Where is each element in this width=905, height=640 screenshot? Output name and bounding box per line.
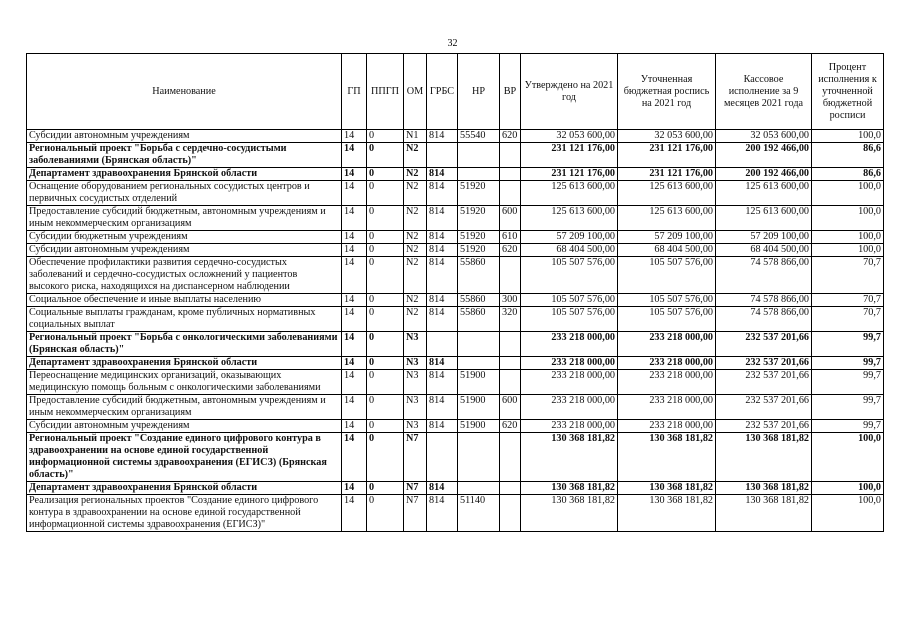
cell-vr — [500, 143, 521, 168]
cell-cash: 32 053 600,00 — [716, 130, 812, 143]
cell-ppgp: 0 — [367, 294, 404, 307]
cell-name: Субсидии автономным учреждениям — [27, 420, 342, 433]
cell-percent: 100,0 — [812, 244, 884, 257]
cell-ppgp: 0 — [367, 143, 404, 168]
table-row — [27, 332, 884, 357]
cell-cash: 232 537 201,66 — [716, 332, 812, 357]
cell-gp: 14 — [342, 130, 367, 143]
header-om: ОМ — [404, 54, 427, 130]
cell-ppgp: 0 — [367, 370, 404, 395]
table-row — [27, 257, 884, 294]
cell-gp: 14 — [342, 420, 367, 433]
cell-om: N2 — [404, 257, 427, 294]
cell-cash: 232 537 201,66 — [716, 370, 812, 395]
cell-approved: 233 218 000,00 — [521, 395, 618, 420]
table-body — [27, 130, 884, 532]
cell-percent: 99,7 — [812, 370, 884, 395]
cell-np: 55860 — [458, 294, 500, 307]
cell-approved: 125 613 600,00 — [521, 206, 618, 231]
cell-cash: 57 209 100,00 — [716, 231, 812, 244]
cell-np: 51920 — [458, 206, 500, 231]
header-vr: ВР — [500, 54, 521, 130]
budget-table — [26, 53, 884, 532]
cell-np: 55860 — [458, 307, 500, 332]
cell-ppgp: 0 — [367, 332, 404, 357]
cell-ppgp: 0 — [367, 231, 404, 244]
cell-percent: 100,0 — [812, 433, 884, 482]
cell-name: Региональный проект "Создание единого цифрового контура в здравоохранении на основе единой государственной информационной системы здравоохранения (ЕГИСЗ) (Брянская область)" — [27, 433, 342, 482]
cell-approved: 233 218 000,00 — [521, 420, 618, 433]
cell-percent: 70,7 — [812, 307, 884, 332]
cell-approved: 105 507 576,00 — [521, 307, 618, 332]
cell-vr: 300 — [500, 294, 521, 307]
cell-grbs: 814 — [427, 206, 458, 231]
cell-grbs: 814 — [427, 168, 458, 181]
cell-np: 51920 — [458, 231, 500, 244]
cell-refined: 125 613 600,00 — [618, 206, 716, 231]
cell-cash: 130 368 181,82 — [716, 495, 812, 532]
cell-cash: 200 192 466,00 — [716, 168, 812, 181]
cell-approved: 130 368 181,82 — [521, 482, 618, 495]
header-percent: Процент исполнения к уточненной бюджетной росписи — [812, 54, 884, 130]
cell-grbs — [427, 433, 458, 482]
cell-refined: 130 368 181,82 — [618, 482, 716, 495]
cell-refined: 105 507 576,00 — [618, 257, 716, 294]
header-refined: Уточненная бюджетная роспись на 2021 год — [618, 54, 716, 130]
cell-vr: 620 — [500, 244, 521, 257]
cell-percent: 100,0 — [812, 231, 884, 244]
cell-percent: 100,0 — [812, 130, 884, 143]
cell-name: Обеспечение профилактики развития сердечно-сосудистых заболеваний и сердечно-сосудистых осложнений у пациентов высокого риска, находящихся на диспансерном наблюдении — [27, 257, 342, 294]
cell-name: Департамент здравоохранения Брянской области — [27, 357, 342, 370]
cell-gp: 14 — [342, 206, 367, 231]
cell-om: N2 — [404, 181, 427, 206]
cell-gp: 14 — [342, 307, 367, 332]
cell-gp: 14 — [342, 143, 367, 168]
cell-vr: 600 — [500, 206, 521, 231]
cell-gp: 14 — [342, 395, 367, 420]
cell-np: 51920 — [458, 244, 500, 257]
cell-approved: 105 507 576,00 — [521, 294, 618, 307]
cell-gp: 14 — [342, 370, 367, 395]
cell-refined: 233 218 000,00 — [618, 370, 716, 395]
cell-grbs — [427, 332, 458, 357]
cell-percent: 99,7 — [812, 420, 884, 433]
cell-gp: 14 — [342, 257, 367, 294]
cell-grbs: 814 — [427, 130, 458, 143]
table-row — [27, 130, 884, 143]
cell-ppgp: 0 — [367, 130, 404, 143]
cell-om: N3 — [404, 332, 427, 357]
cell-np: 51900 — [458, 370, 500, 395]
cell-cash: 200 192 466,00 — [716, 143, 812, 168]
cell-np — [458, 433, 500, 482]
cell-name: Региональный проект "Борьба с сердечно-сосудистыми заболеваниями (Брянская область)" — [27, 143, 342, 168]
cell-cash: 125 613 600,00 — [716, 206, 812, 231]
cell-gp: 14 — [342, 357, 367, 370]
cell-om: N2 — [404, 294, 427, 307]
cell-gp: 14 — [342, 168, 367, 181]
cell-grbs: 814 — [427, 294, 458, 307]
cell-cash: 232 537 201,66 — [716, 420, 812, 433]
header-gp: ГП — [342, 54, 367, 130]
cell-np: 51900 — [458, 420, 500, 433]
table-row — [27, 370, 884, 395]
cell-refined: 233 218 000,00 — [618, 395, 716, 420]
table-row — [27, 433, 884, 482]
cell-percent: 99,7 — [812, 357, 884, 370]
cell-percent: 99,7 — [812, 395, 884, 420]
cell-vr: 610 — [500, 231, 521, 244]
cell-cash: 68 404 500,00 — [716, 244, 812, 257]
table-header — [27, 54, 884, 130]
cell-vr — [500, 370, 521, 395]
cell-om: N2 — [404, 244, 427, 257]
cell-vr — [500, 181, 521, 206]
table-row — [27, 420, 884, 433]
header-name: Наименование — [27, 54, 342, 130]
cell-approved: 231 121 176,00 — [521, 168, 618, 181]
cell-vr — [500, 495, 521, 532]
cell-refined: 231 121 176,00 — [618, 143, 716, 168]
table-row — [27, 482, 884, 495]
cell-vr: 600 — [500, 395, 521, 420]
cell-vr — [500, 482, 521, 495]
cell-gp: 14 — [342, 332, 367, 357]
cell-grbs: 814 — [427, 395, 458, 420]
cell-vr: 320 — [500, 307, 521, 332]
cell-percent: 100,0 — [812, 181, 884, 206]
cell-np: 55860 — [458, 257, 500, 294]
cell-np — [458, 357, 500, 370]
cell-refined: 130 368 181,82 — [618, 495, 716, 532]
cell-vr: 620 — [500, 130, 521, 143]
table-row — [27, 495, 884, 532]
cell-percent: 100,0 — [812, 495, 884, 532]
cell-ppgp: 0 — [367, 420, 404, 433]
cell-cash: 232 537 201,66 — [716, 395, 812, 420]
cell-percent: 100,0 — [812, 482, 884, 495]
cell-ppgp: 0 — [367, 482, 404, 495]
cell-refined: 68 404 500,00 — [618, 244, 716, 257]
cell-refined: 32 053 600,00 — [618, 130, 716, 143]
cell-approved: 231 121 176,00 — [521, 143, 618, 168]
header-cash: Кассовое исполнение за 9 месяцев 2021 года — [716, 54, 812, 130]
cell-approved: 57 209 100,00 — [521, 231, 618, 244]
cell-percent: 86,6 — [812, 143, 884, 168]
cell-np — [458, 168, 500, 181]
cell-name: Департамент здравоохранения Брянской области — [27, 168, 342, 181]
cell-grbs: 814 — [427, 231, 458, 244]
cell-ppgp: 0 — [367, 244, 404, 257]
cell-grbs: 814 — [427, 495, 458, 532]
cell-cash: 232 537 201,66 — [716, 357, 812, 370]
table-row — [27, 206, 884, 231]
cell-name: Региональный проект "Борьба с онкологическими заболеваниями (Брянская область)" — [27, 332, 342, 357]
cell-np — [458, 482, 500, 495]
cell-om: N7 — [404, 433, 427, 482]
table-row — [27, 231, 884, 244]
cell-approved: 233 218 000,00 — [521, 370, 618, 395]
cell-vr — [500, 357, 521, 370]
table-row — [27, 244, 884, 257]
cell-np: 51920 — [458, 181, 500, 206]
cell-ppgp: 0 — [367, 307, 404, 332]
cell-vr: 620 — [500, 420, 521, 433]
cell-cash: 125 613 600,00 — [716, 181, 812, 206]
cell-refined: 233 218 000,00 — [618, 332, 716, 357]
cell-om: N2 — [404, 206, 427, 231]
cell-refined: 231 121 176,00 — [618, 168, 716, 181]
cell-name: Субсидии автономным учреждениям — [27, 130, 342, 143]
cell-approved: 130 368 181,82 — [521, 495, 618, 532]
cell-vr — [500, 168, 521, 181]
cell-np: 51140 — [458, 495, 500, 532]
page-number: 32 — [447, 38, 458, 49]
cell-refined: 105 507 576,00 — [618, 307, 716, 332]
cell-om: N1 — [404, 130, 427, 143]
cell-ppgp: 0 — [367, 495, 404, 532]
cell-np: 55540 — [458, 130, 500, 143]
cell-name: Предоставление субсидий бюджетным, автономным учреждениям и иным некоммерческим организациям — [27, 395, 342, 420]
cell-percent: 70,7 — [812, 257, 884, 294]
cell-approved: 32 053 600,00 — [521, 130, 618, 143]
cell-approved: 68 404 500,00 — [521, 244, 618, 257]
header-ppgp: ППГП — [367, 54, 404, 130]
table-row — [27, 294, 884, 307]
cell-gp: 14 — [342, 294, 367, 307]
cell-cash: 74 578 866,00 — [716, 257, 812, 294]
cell-percent: 86,6 — [812, 168, 884, 181]
cell-name: Переоснащение медицинских организаций, оказывающих медицинскую помощь больным с онкологическими заболеваниями — [27, 370, 342, 395]
cell-cash: 130 368 181,82 — [716, 433, 812, 482]
cell-refined: 57 209 100,00 — [618, 231, 716, 244]
table-row — [27, 181, 884, 206]
cell-cash: 130 368 181,82 — [716, 482, 812, 495]
header-grbs: ГРБС — [427, 54, 458, 130]
cell-grbs: 814 — [427, 370, 458, 395]
cell-om: N2 — [404, 143, 427, 168]
cell-grbs: 814 — [427, 257, 458, 294]
cell-name: Реализация региональных проектов "Создание единого цифрового контура в здравоохранении на основе единой государственной информационной системы здравоохранения (ЕГИСЗ)" — [27, 495, 342, 532]
cell-approved: 233 218 000,00 — [521, 357, 618, 370]
table-row — [27, 143, 884, 168]
cell-ppgp: 0 — [367, 206, 404, 231]
cell-approved: 233 218 000,00 — [521, 332, 618, 357]
cell-om: N3 — [404, 370, 427, 395]
cell-approved: 105 507 576,00 — [521, 257, 618, 294]
cell-name: Субсидии бюджетным учреждениям — [27, 231, 342, 244]
cell-name: Социальные выплаты гражданам, кроме публичных нормативных социальных выплат — [27, 307, 342, 332]
cell-ppgp: 0 — [367, 395, 404, 420]
cell-grbs: 814 — [427, 420, 458, 433]
cell-gp: 14 — [342, 181, 367, 206]
cell-grbs: 814 — [427, 357, 458, 370]
cell-name: Социальное обеспечение и иные выплаты населению — [27, 294, 342, 307]
cell-refined: 125 613 600,00 — [618, 181, 716, 206]
cell-name: Департамент здравоохранения Брянской области — [27, 482, 342, 495]
cell-refined: 105 507 576,00 — [618, 294, 716, 307]
cell-approved: 125 613 600,00 — [521, 181, 618, 206]
cell-vr — [500, 257, 521, 294]
cell-gp: 14 — [342, 244, 367, 257]
cell-gp: 14 — [342, 495, 367, 532]
header-np: НР — [458, 54, 500, 130]
cell-name: Оснащение оборудованием региональных сосудистых центров и первичных сосудистых отделений — [27, 181, 342, 206]
cell-grbs: 814 — [427, 307, 458, 332]
cell-om: N2 — [404, 168, 427, 181]
cell-om: N3 — [404, 420, 427, 433]
cell-om: N3 — [404, 395, 427, 420]
cell-om: N7 — [404, 482, 427, 495]
cell-cash: 74 578 866,00 — [716, 307, 812, 332]
table-row — [27, 168, 884, 181]
cell-gp: 14 — [342, 433, 367, 482]
cell-grbs: 814 — [427, 482, 458, 495]
cell-vr — [500, 332, 521, 357]
cell-grbs — [427, 143, 458, 168]
table-row — [27, 307, 884, 332]
cell-percent: 70,7 — [812, 294, 884, 307]
cell-grbs: 814 — [427, 244, 458, 257]
cell-om: N3 — [404, 357, 427, 370]
header-approved: Утверждено на 2021 год — [521, 54, 618, 130]
cell-approved: 130 368 181,82 — [521, 433, 618, 482]
cell-percent: 99,7 — [812, 332, 884, 357]
cell-np — [458, 332, 500, 357]
cell-ppgp: 0 — [367, 257, 404, 294]
cell-vr — [500, 433, 521, 482]
cell-om: N2 — [404, 307, 427, 332]
cell-name: Предоставление субсидий бюджетным, автономным учреждениям и иным некоммерческим организациям — [27, 206, 342, 231]
cell-cash: 74 578 866,00 — [716, 294, 812, 307]
cell-ppgp: 0 — [367, 168, 404, 181]
cell-ppgp: 0 — [367, 433, 404, 482]
table-row — [27, 357, 884, 370]
cell-percent: 100,0 — [812, 206, 884, 231]
cell-om: N2 — [404, 231, 427, 244]
cell-ppgp: 0 — [367, 357, 404, 370]
cell-name: Субсидии автономным учреждениям — [27, 244, 342, 257]
cell-np: 51900 — [458, 395, 500, 420]
cell-refined: 233 218 000,00 — [618, 357, 716, 370]
cell-refined: 130 368 181,82 — [618, 433, 716, 482]
cell-refined: 233 218 000,00 — [618, 420, 716, 433]
cell-grbs: 814 — [427, 181, 458, 206]
cell-ppgp: 0 — [367, 181, 404, 206]
cell-gp: 14 — [342, 482, 367, 495]
cell-np — [458, 143, 500, 168]
table-row — [27, 395, 884, 420]
cell-om: N7 — [404, 495, 427, 532]
cell-gp: 14 — [342, 231, 367, 244]
